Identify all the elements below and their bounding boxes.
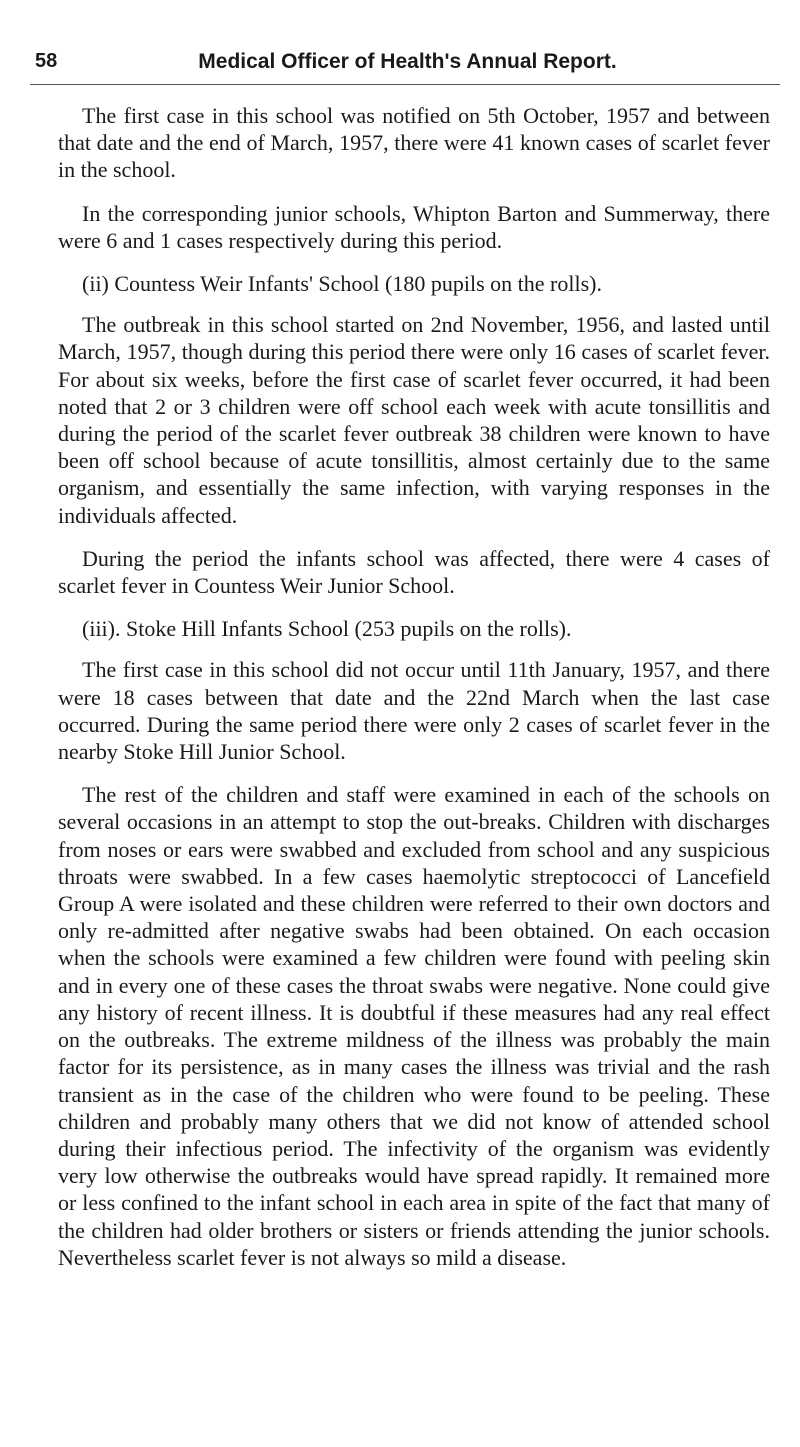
paragraph: The first case in this school was notified on 5th October, 1957 and between that date and the end of March, 1957, there were 41 known cases of scarlet fever in the school. — [58, 103, 770, 183]
page-number: 58 — [35, 50, 58, 72]
paragraph: The outbreak in this school started on 2nd November, 1956, and lasted until March, 1957, though during this period there were only 16 cases of scarlet fever. For about six weeks, before the first case of scarlet fever occurred, it had been noted that 2 or 3 children were off school each week with acute tonsillitis and during the period of the scarlet fever outbreak 38 children were known to have been off school because of acute tonsillitis, almost certainly due to the same organism, and essentially the same infection, with varying responses in the individuals affected. — [58, 312, 770, 528]
page-header — [35, 50, 780, 80]
running-head-title: Medical Officer of Health's Annual Report. — [198, 50, 617, 73]
report-body — [58, 102, 770, 1287]
paragraph: The rest of the children and staff were examined in each of the schools on several occasions in an attempt to stop the out-breaks. Children with discharges from noses or ears were swabbed and excluded from school and any suspicious throats were swabbed. In a few cases haemolytic streptococci of Lancefield Group A were isolated and these children were referred to their own doctors and only re-admitted after negative swabs had been obtained. On each occasion when the schools were examined a few children were found with peeling skin and in every one of these cases the throat swabs were negative. None could give any history of recent illness. It is doubtful if these measures had any real effect on the outbreaks. The extreme mildness of the illness was probably the main factor for its persistence, as in many cases the illness was trivial and the rash transient as in the case of the children who were found to be peeling. These children and probably many others that we did not know of attended school during their infectious period. The infectivity of the organism was evidently very low otherwise the outbreaks would have spread rapidly. It remained more or less confined to the infant school in each area in spite of the fact that many of the children had older brothers or sisters or friends attending the junior schools. Nevertheless scarlet fever is not always so mild a disease. — [58, 782, 770, 1270]
paragraph: The first case in this school did not occur until 11th January, 1957, and there were 18 cases between that date and the 22nd March when the last case occurred. During the same period there were only 2 cases of scarlet fever in the nearby Stoke Hill Junior School. — [58, 657, 770, 765]
paragraph: During the period the infants school was affected, there were 4 cases of scarlet fever in Countess Weir Junior School. — [58, 545, 770, 599]
section-heading: (iii). Stoke Hill Infants School (253 pupils on the rolls). — [82, 616, 572, 642]
header-divider — [30, 84, 780, 85]
paragraph: In the corresponding junior schools, Whipton Barton and Summerway, there were 6 and 1 cases respectively during this period. — [58, 200, 770, 253]
section-heading: (ii) Countess Weir Infants' School (180 pupils on the rolls). — [82, 271, 602, 297]
